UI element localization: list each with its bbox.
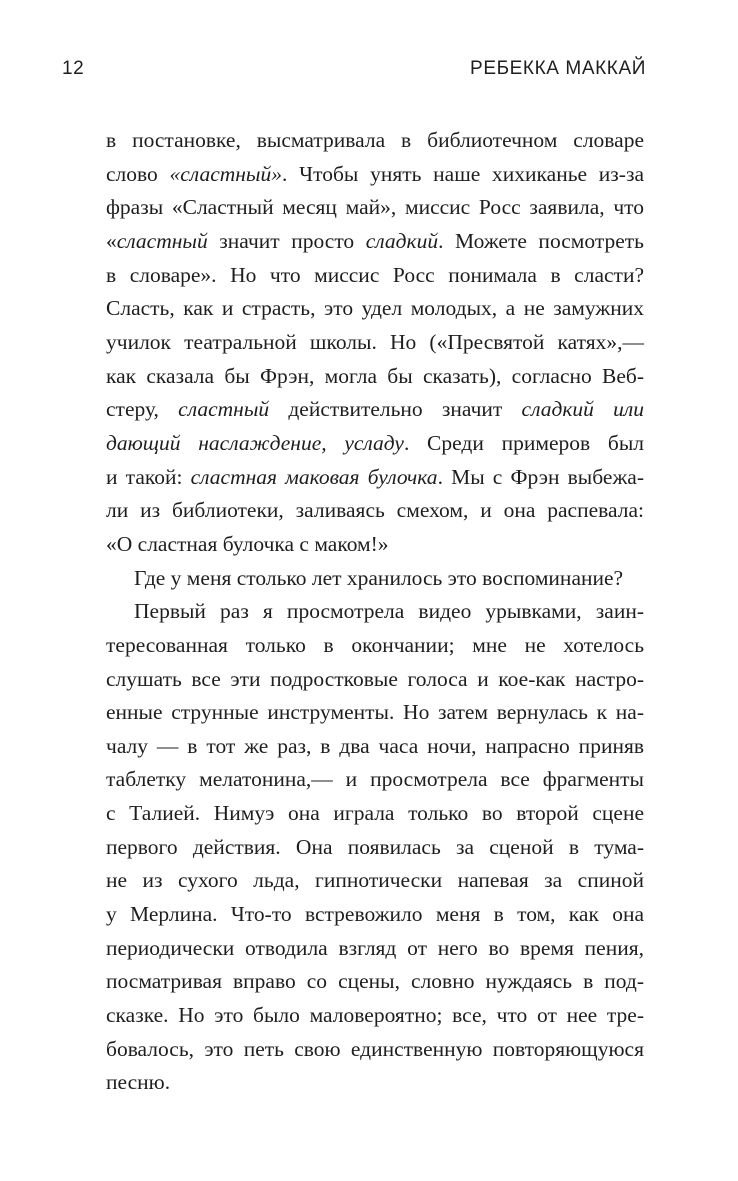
text-line: в постановке, высматривала в библиотечном словаре: [106, 128, 644, 152]
text-line-paragraph-start: Первый раз я просмотрела видео урывками, заин-: [134, 599, 644, 624]
page-number: 12: [62, 58, 85, 79]
text-line: и такой: сластная маковая булочка. Мы с Фрэн выбежа-: [106, 464, 645, 489]
text-line: у Мерлина. Что-то встревожило меня в том, как она: [106, 902, 644, 927]
text-line-paragraph-end: «О сластная булочка с маком!»: [106, 531, 389, 556]
text-line: училок театральной школы. Но («Пресвятой катях»,—: [106, 329, 644, 354]
text-line: енные струнные инструменты. Но затем вернулась к на-: [106, 700, 644, 725]
text-line: бовалось, это петь свою единственную повторяющуюся: [106, 1036, 644, 1061]
text-line: «сластный значит просто сладкий. Можете посмотреть: [106, 228, 644, 253]
text-line: как сказала бы Фрэн, могла бы сказать), согласно Веб-: [106, 363, 644, 388]
text-line: ли из библиотеки, заливаясь смехом, и она распевала:: [106, 498, 644, 523]
text-line: фразы «Сластный месяц май», миссис Росс заявила, что: [106, 195, 644, 220]
text-line-paragraph-start: Где у меня столько лет хранилось это воспоминание?: [134, 565, 624, 590]
body-text: [106, 124, 644, 1100]
text-line: чалу — в тот же раз, в два часа ночи, напрасно приняв: [106, 733, 644, 758]
text-line: Сласть, как и страсть, это удел молодых, а не замужних: [106, 296, 644, 321]
text-line: не из сухого льда, гипнотически напевая за спиной: [106, 868, 644, 893]
text-line: периодически отводила взгляд от него во время пения,: [106, 935, 644, 960]
text-line: стеру, сластный действительно значит сладкий или: [106, 397, 644, 422]
text-line: слово «сластный». Чтобы унять наше хихиканье из-за: [106, 161, 644, 186]
text-line: дающий наслаждение, усладу. Среди примеров был: [106, 430, 644, 455]
text-line-paragraph-end: песню.: [106, 1070, 171, 1095]
text-line: таблетку мелатонина,— и просмотрела все фрагменты: [106, 767, 644, 792]
text-line: с Талией. Нимуэ она играла только во второй сцене: [106, 801, 644, 826]
text-line: в словаре». Но что миссис Росс понимала в сласти?: [106, 262, 644, 287]
running-head-author: РЕБЕККА МАККАЙ: [470, 58, 646, 79]
text-line: тересованная только в окончании; мне не хотелось: [106, 632, 644, 657]
text-line: посматривая вправо со сцены, словно нуждаясь в под-: [106, 969, 644, 994]
text-line: первого действия. Она появилась за сценой в тума-: [106, 834, 644, 859]
text-line: слушать все эти подростковые голоса и кое-как настро-: [106, 666, 644, 691]
text-line: сказке. Но это было маловероятно; все, что от нее тре-: [106, 1003, 644, 1028]
